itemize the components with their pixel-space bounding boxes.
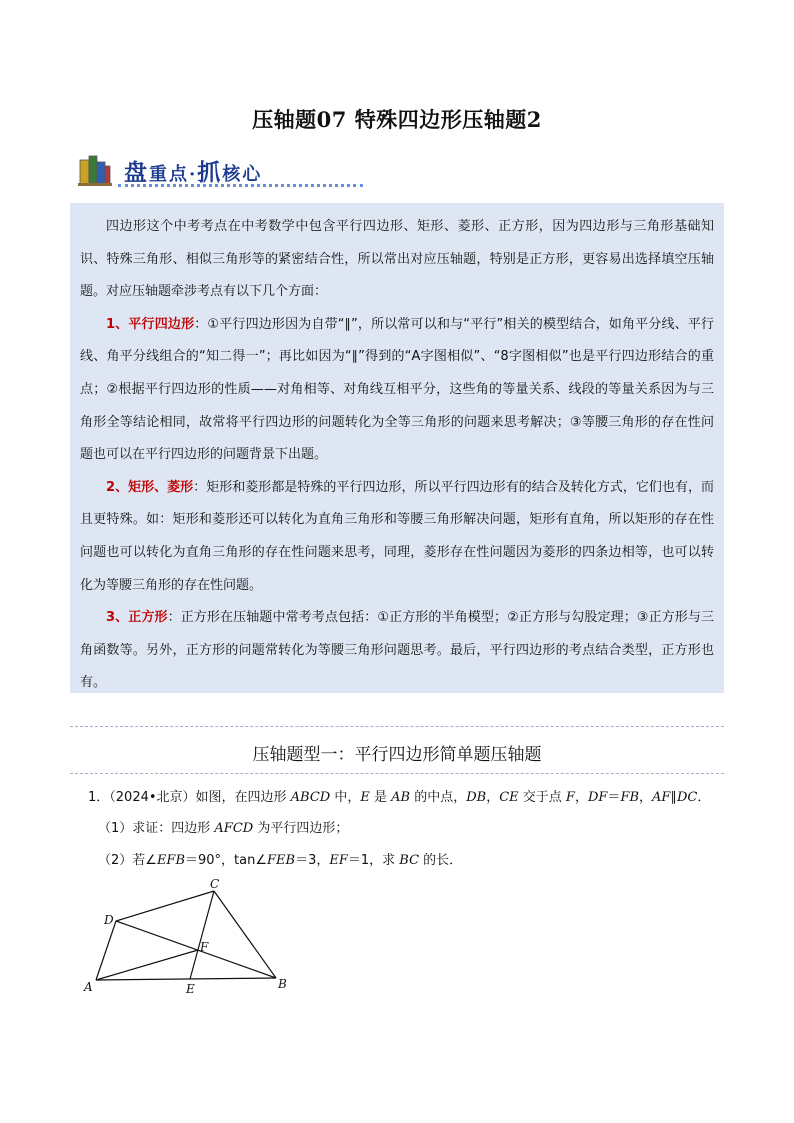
summary-intro: 四边形这个中考考点在中考数学中包含平行四边形、矩形、菱形、正方形，因为四边形与三角形基础知识、特殊三角形、相似三角形等的紧密结合性，所以常出对应压轴题，特别是正方形，更容易出选择填空压轴题。对应压轴题牵涉考点有以下几个方面： [80,219,714,300]
badge-dot: · [189,164,198,185]
edge-DA [96,921,116,980]
label-D: D [104,913,114,927]
divider-bottom [70,773,724,774]
badge-underline [118,184,363,190]
badge-text-2: 核心 [222,164,263,185]
point-2-text: ：矩形和菱形都是特殊的平行四边形，所以平行四边形有的结合及转化方式，它们也有，而且更特殊。如：矩形和菱形还可以转化为直角三角形和等腰三角形解决问题，矩形有直角，所以矩形的存在性问题也可以转化为直角三角形的存在性问题来思考，同理，菱形存在性问题因为菱形的四条边相等，也可以转化为等腰三角形的存在性问题。 [80,479,714,593]
summary-box [70,203,724,693]
edge-BC [214,891,276,978]
label-C: C [210,878,220,891]
question-1-part-1: （1）求证：四边形 AFCD 为平行四边形； [98,821,349,836]
summary-point-1 [80,309,714,472]
question-1-stem: 1．（2024•北京）如图，在四边形 ABCD 中，E 是 AB 的中点，DB，CE 交于点 F，DF＝FB，AF∥DC． [88,790,711,805]
point-2-label: 2、矩形、菱形 [106,479,194,495]
summary-point-2 [80,472,714,602]
point-1-text: ：①平行四边形因为自带“∥”，所以常可以和与“平行”相关的模型结合，如角平分线、平行线、角平分线组合的“知二得一”；再比如因为“∥”得到的“A字图相似”、“8字图相似”也是平行四边形结合的重点；②根据平行四边形的性质——对角相等、对角线互相平分，这些角的等量关系、线段的等量关系因为与三角形全等结论相同，故常将平行四边形的问题转化为全等三角形的问题来思考解决；③等腰三角形的存在性问题也可以在平行四边形的问题背景下出题。 [80,316,714,463]
page-title: 压轴题07 特殊四边形压轴题2 [252,107,542,132]
badge-char-pan: 盘 [124,159,149,186]
point-3-label: 3、正方形 [106,610,168,626]
question-1-part-2: （2）若∠EFB＝90°，tan∠FEB＝3，EF＝1，求 BC 的长． [98,853,463,868]
divider-top [70,726,724,727]
label-F: F [200,940,209,954]
books-icon [78,150,112,186]
edge-AB [96,978,276,980]
badge-text [124,154,262,187]
key-points-badge [78,148,323,193]
summary-point-3 [80,602,714,700]
label-B: B [278,977,287,991]
label-A: A [84,980,93,994]
section-title: 压轴题型一：平行四边形简单题压轴题 [252,745,542,765]
point-1-label: 1、平行四边形 [106,316,195,332]
quadrilateral-figure [80,878,300,998]
badge-text-1: 重点 [149,164,189,185]
badge-char-zhua: 抓 [197,159,223,186]
point-3-text: ：正方形在压轴题中常考考点包括：①正方形的半角模型；②正方形与勾股定理；③正方形与三角函数等。另外，正方形的问题常转化为等腰三角形问题思考。最后，平行四边形的考点结合类型，正方形也有。 [80,610,714,691]
segment-CE [190,891,214,979]
segment-AF [96,950,198,980]
edge-CD [116,891,214,921]
label-E: E [186,982,195,996]
diagonal-DB [116,921,276,978]
